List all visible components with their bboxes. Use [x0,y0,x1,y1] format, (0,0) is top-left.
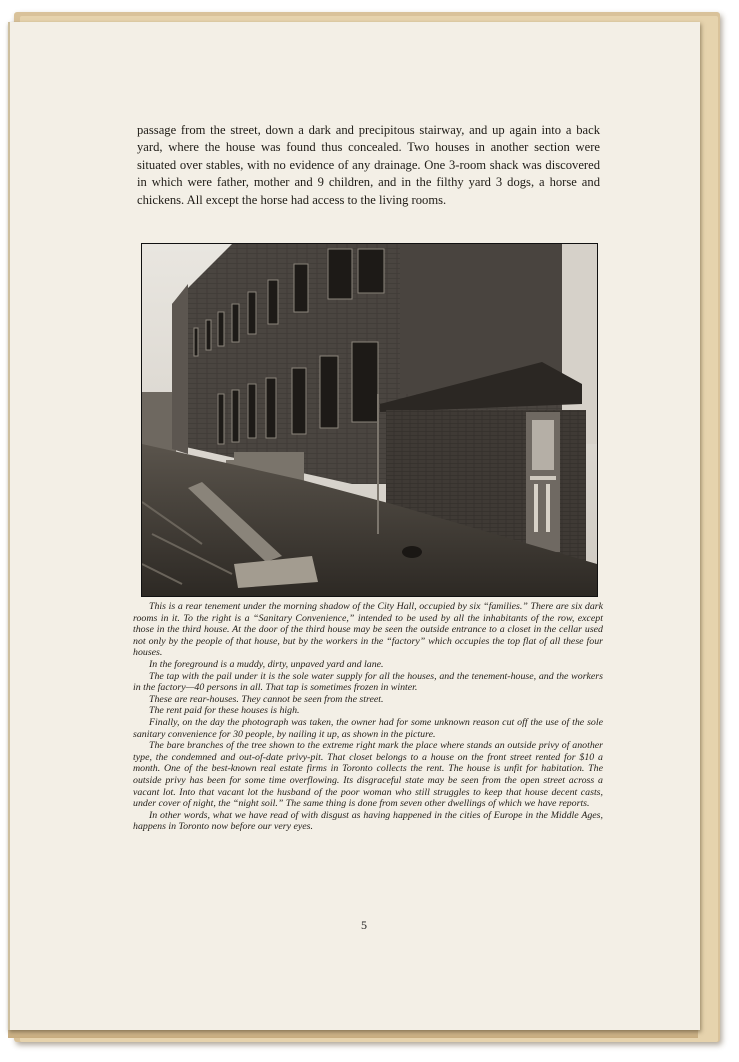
caption-paragraph: This is a rear tenement under the morning shadow of the City Hall, occupied by six “families.” There are six dark rooms in it. To the right is a “Sanitary Convenience,” intended to be used by all the inhabitants of the row, except those in the third house. At the door of the third house may be seen the outside entrance to a closet in the cellar used not only by the people of that house, but by the workers in the “factory” which occupies the top flat of all these four houses. [133,601,603,659]
caption-paragraph: The tap with the pail under it is the sole water supply for all the houses, and the tenement-house, and the workers in the factory—40 persons in all. That tap is sometimes frozen in winter. [133,670,603,694]
page-number: 5 [361,918,367,932]
caption-paragraph: The bare branches of the tree shown to the extreme right mark the place where stands an outside privy of another type, the condemned and out-of-date privy-pit. That closet belongs to a house on the front street rented for $10 a month. One of the best-known real estate firms in Toronto collects the rent. The house is unfit for habitation. The outside privy has been for some time overflowing. Its disgraceful state may be seen from the open street across a vacant lot. Into that vacant lot the husband of the poor woman who still struggles to keep that house decent casts, under cover of night, the “night soil.” The same thing is done from seven other dwellings of which we have reports. [133,740,603,810]
caption-paragraph: These are rear-houses. They cannot be seen from the street. [149,693,384,705]
body-text [137,122,600,209]
caption-paragraph: In other words, what we have read of with disgust as having happened in the cities of Europe in the Middle Ages, happens in Toronto now before our very eyes. [133,809,603,833]
caption-paragraph: In the foreground is a muddy, dirty, unpaved yard and lane. [149,658,384,670]
photograph-rear-tenement-icon [142,244,597,596]
body-paragraph: passage from the street, down a dark and precipitous stairway, and up again into a back yard, where the house was found thus concealed. Two houses in another section were situated over stables, with no evidence of any drainage. One 3-room shack was discovered in which were father, mother and 9 children, and in the filthy yard 3 dogs, a horse and chickens. All except the horse had access to the living rooms. [137,123,600,207]
tenement-photograph [141,243,598,597]
caption-paragraph: The rent paid for these houses is high. [149,705,300,717]
caption-paragraph: Finally, on the day the photograph was taken, the owner had for some unknown reason cut off the use of the sole sanitary convenience for 30 people, by nailing it up, as shown in the picture. [133,716,603,740]
photo-caption [133,601,603,833]
